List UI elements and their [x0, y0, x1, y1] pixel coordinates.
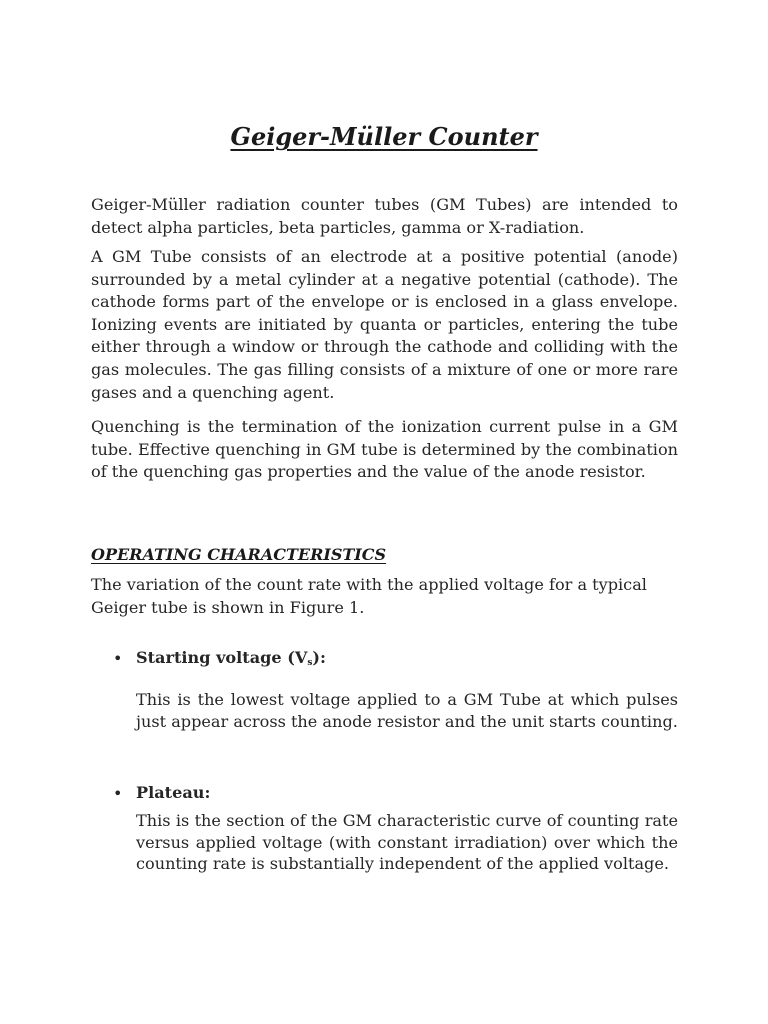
paragraph-quenching: Quenching is the termination of the ionization current pulse in a GM tube. Effective quenching in GM tube is determined by the combination of the quenching gas properties and the value of the anode resistor.	[91, 417, 678, 482]
paragraph-gm-tube-description: A GM Tube consists of an electrode at a positive potential (anode) surrounded by a metal cylinder at a negative potential (cathode). The cathode forms part of the envelope or is enclosed in a glass envelope. Ionizing events are initiated by quanta or particles, entering the tube either through a window or through the cathode and colliding with the gas molecules. The gas filling consists of a mixture of one or more rare gases and a quenching agent.	[91, 247, 678, 402]
bullet-text-plateau: This is the section of the GM characteristic curve of counting rate versus applied voltage (with constant irradiation) over which the counting rate is substantially independent of the applied voltage.	[136, 811, 678, 874]
bullet-heading-starting-voltage	[136, 647, 326, 674]
bullet-text-starting-voltage: This is the lowest voltage applied to a GM Tube at which pulses just appear across the anode resistor and the unit starts counting.	[136, 690, 678, 731]
bullet-heading-plateau: Plateau:	[136, 783, 211, 802]
paragraph-section-intro: The variation of the count rate with the applied voltage for a typical Geiger tube is shown in Figure 1.	[91, 575, 647, 617]
bullet-marker: •	[113, 784, 123, 803]
bullet-heading-subscript: s	[307, 658, 313, 668]
bullet-marker: •	[113, 649, 123, 668]
page-title: Geiger-Müller Counter	[230, 122, 538, 151]
paragraph-intro: Geiger-Müller radiation counter tubes (GM Tubes) are intended to detect alpha particles, beta particles, gamma or X-radiation.	[91, 195, 678, 237]
section-heading-operating-characteristics: OPERATING CHARACTERISTICS	[91, 545, 387, 564]
bullet-heading-prefix: Starting voltage (V	[136, 648, 308, 667]
bullet-heading-suffix: ):	[312, 648, 326, 667]
